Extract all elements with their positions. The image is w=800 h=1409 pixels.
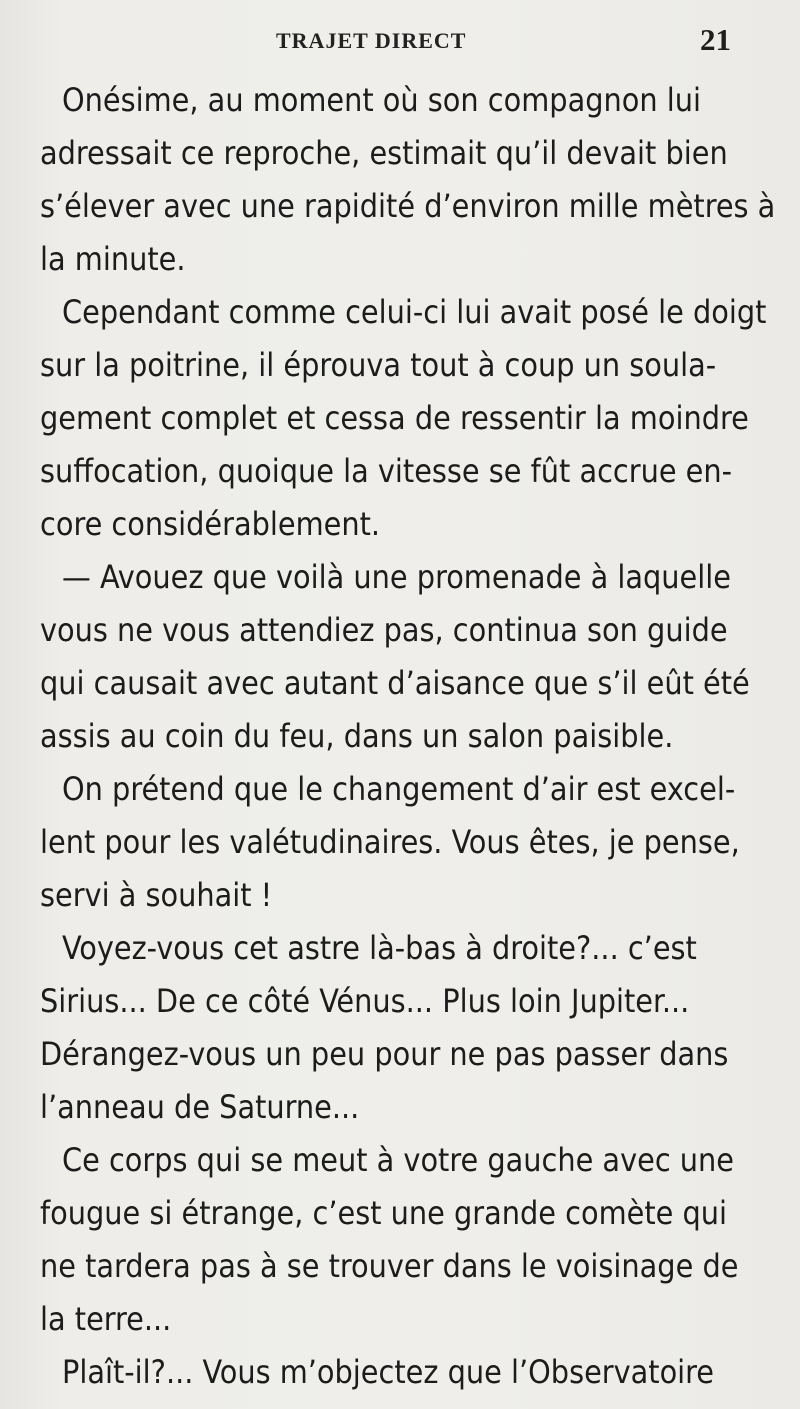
text-line: vous ne vous attendiez pas, continua son guide [40, 611, 728, 649]
text-line: s’élever avec une rapidité d’environ mille mètres à [40, 187, 776, 225]
text-line: Dérangez-vous un peu pour ne pas passer dans [40, 1035, 729, 1073]
text-line: ne tardera pas à se trouver dans le voisinage de [40, 1247, 739, 1285]
page-number: 21 [700, 22, 731, 57]
text-line: la minute. [40, 240, 186, 278]
text-line: sur la poitrine, il éprouva tout à coup un soula- [40, 346, 717, 384]
running-title: TRAJET DIRECT [276, 28, 467, 53]
text-line: assis au coin du feu, dans un salon paisible. [40, 717, 674, 755]
text-line: adressait ce reproche, estimait qu’il devait bien [40, 134, 728, 172]
text-line: core considérablement. [40, 505, 381, 543]
text-line: fougue si étrange, c’est une grande comète qui [40, 1194, 727, 1232]
text-line: Voyez-vous cet astre là-bas à droite?... c’est [62, 929, 697, 967]
text-line: On prétend que le changement d’air est excel- [62, 770, 736, 808]
text-line: l’anneau de Saturne... [40, 1088, 360, 1126]
text-line: Cependant comme celui-ci lui avait posé le doigt [62, 293, 767, 331]
text-line: lent pour les valétudinaires. Vous êtes, je pense, [40, 823, 740, 861]
text-line: — Avouez que voilà une promenade à laquelle [62, 558, 731, 596]
text-line: qui causait avec autant d’aisance que s’il eût été [40, 664, 750, 702]
text-line: Plaît-il?... Vous m’objectez que l’Observatoire [62, 1353, 715, 1391]
text-line: la terre... [40, 1300, 172, 1338]
text-line: Ce corps qui se meut à votre gauche avec une [62, 1141, 734, 1179]
text-line: suffocation, quoique la vitesse se fût accrue en- [40, 452, 733, 490]
text-line: servi à souhait ! [40, 876, 273, 914]
text-line: Sirius... De ce côté Vénus... Plus loin Jupiter... [40, 982, 690, 1020]
text-line: Onésime, au moment où son compagnon lui [62, 81, 701, 119]
text-line: gement complet et cessa de ressentir la moindre [40, 399, 749, 437]
